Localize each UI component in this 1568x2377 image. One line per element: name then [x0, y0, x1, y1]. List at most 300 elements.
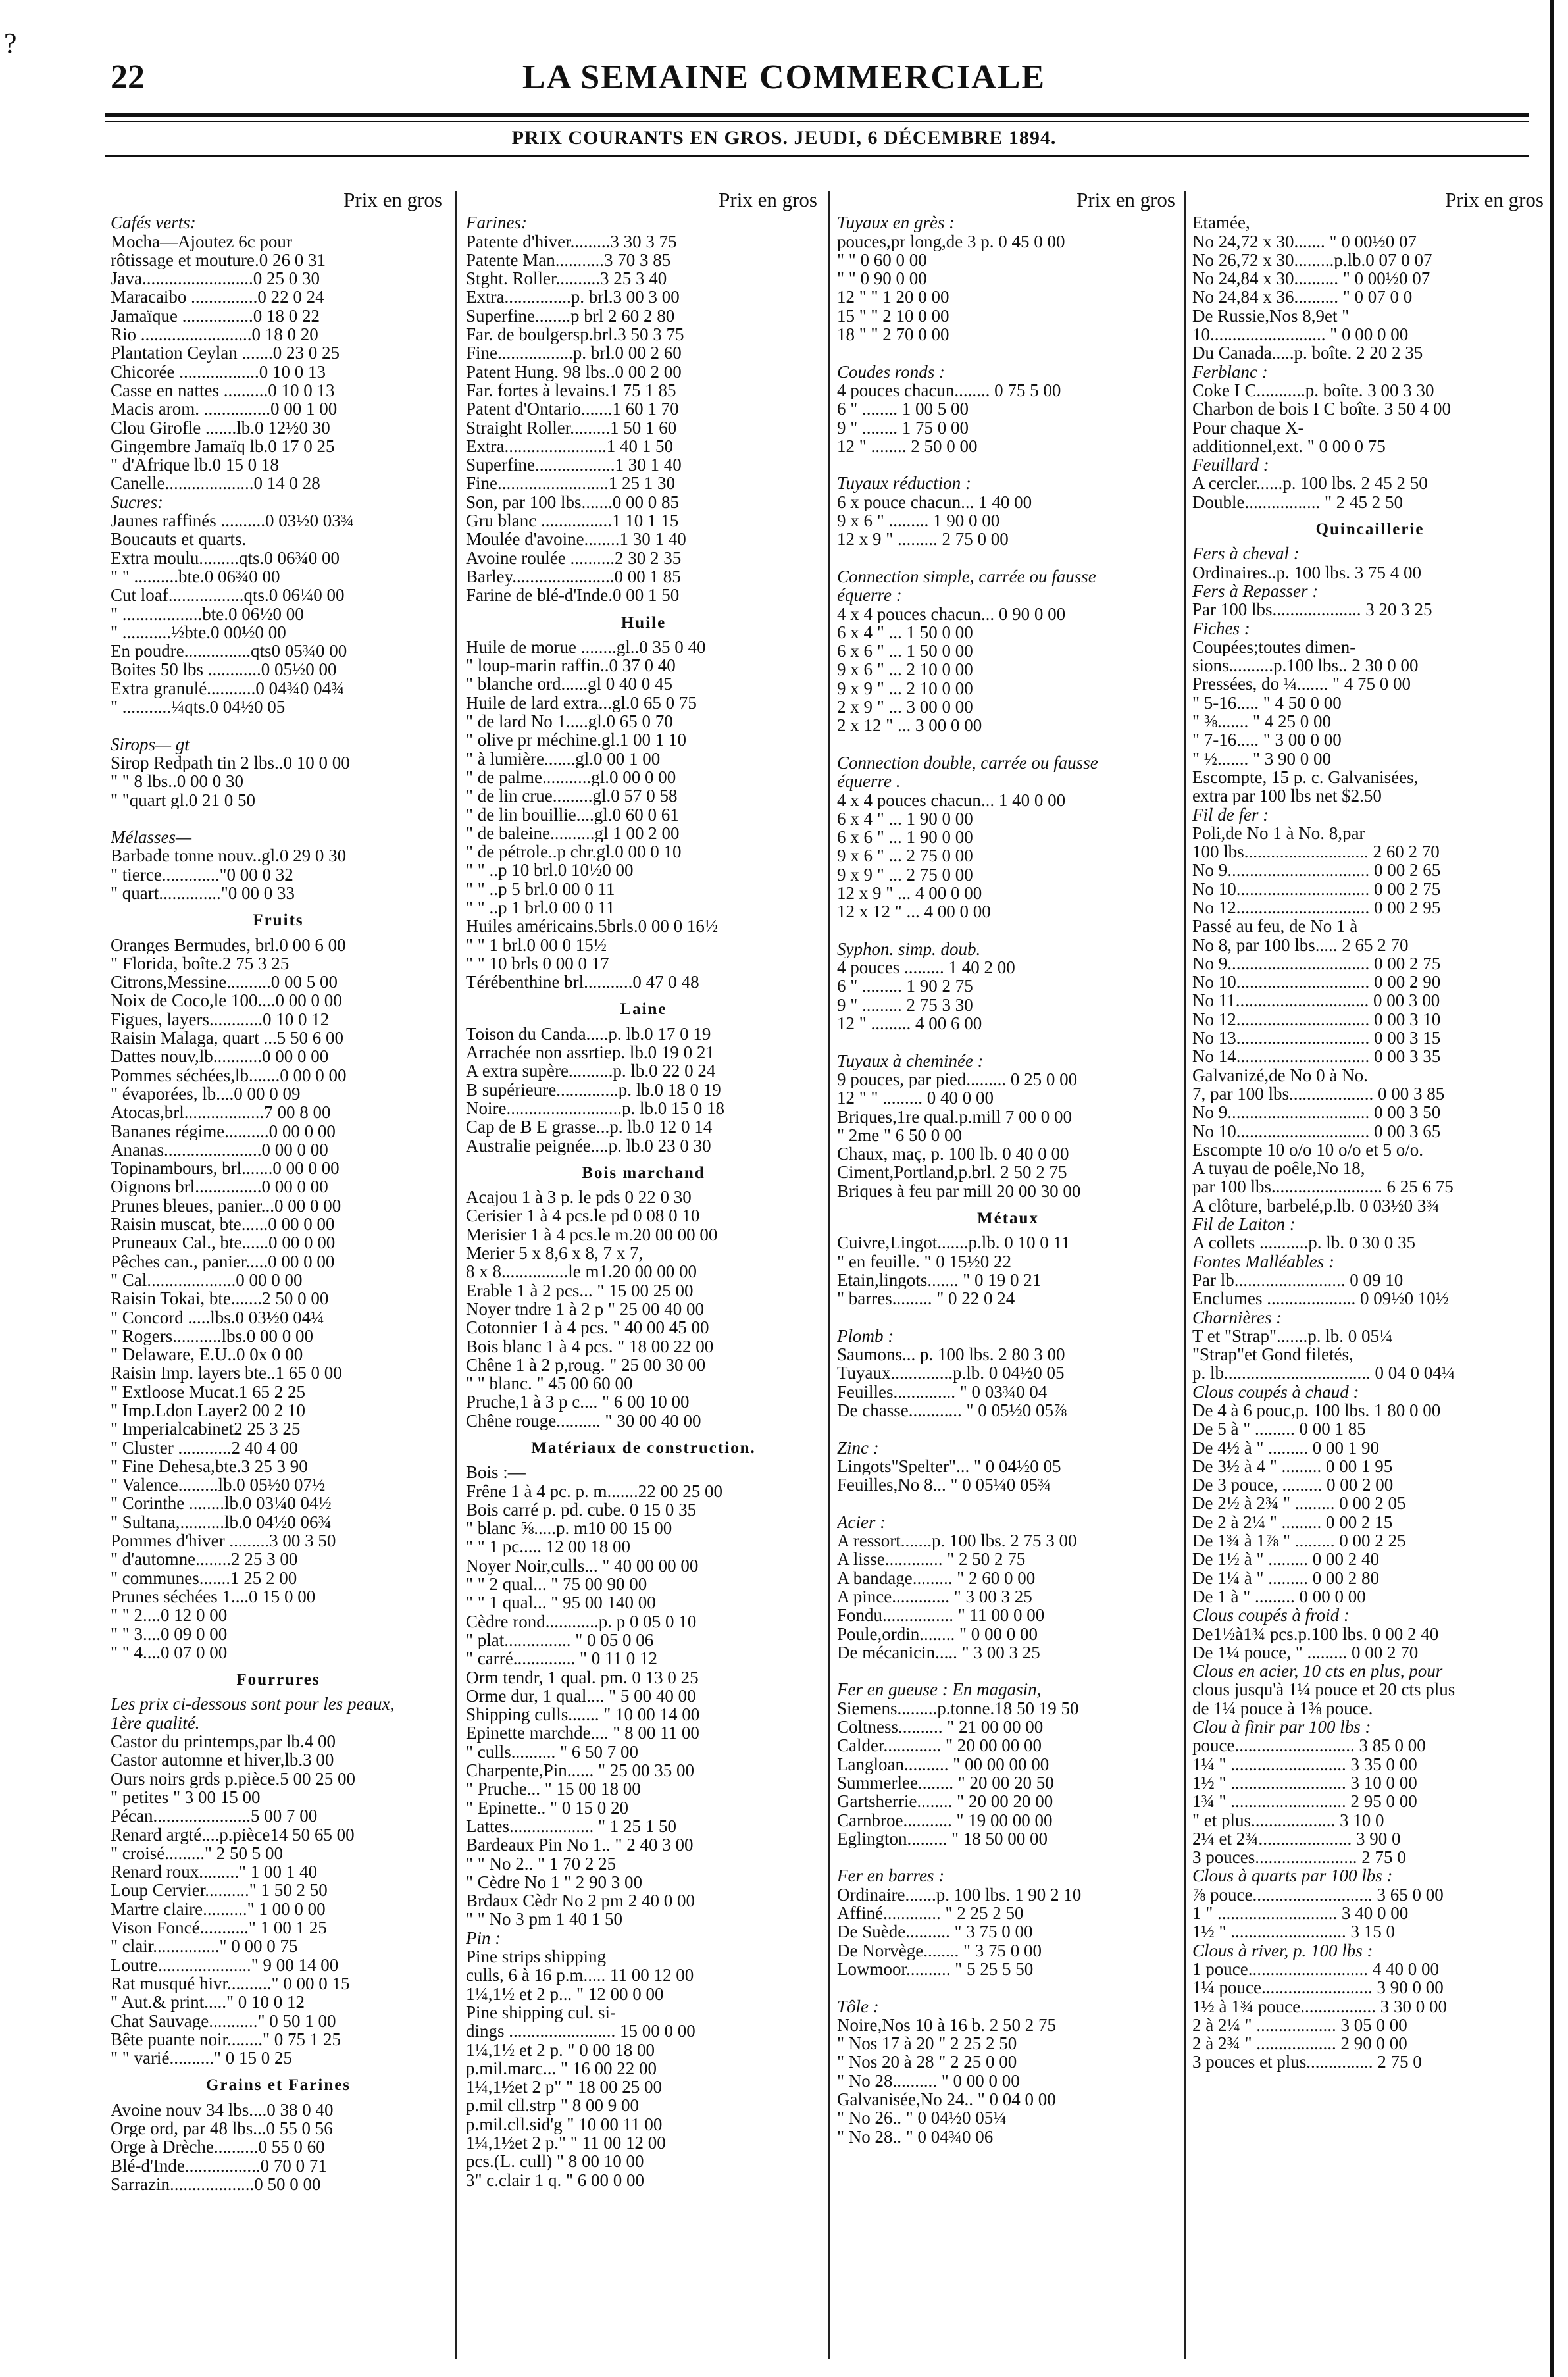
price-line: " " 0 60 0 00	[837, 250, 927, 270]
price-line: " ..................bte.0 06½0 00	[111, 604, 304, 623]
price-line: Clous à quarts par 100 lbs :	[1192, 1866, 1393, 1885]
price-line	[837, 344, 1179, 362]
price-line: Extra granulé...........0 04¾0 04¾	[111, 678, 345, 698]
price-line	[837, 921, 1179, 940]
price-line: 12 x 9 " ......... 2 75 0 00	[837, 530, 1009, 549]
price-line: " No 26.. " 0 04½0 05¼	[837, 2109, 1007, 2128]
price-line: 1ère qualité.	[111, 1713, 200, 1733]
price-line: En poudre...............qts0 05¾0 00	[111, 642, 347, 661]
price-line: Merier 5 x 8,6 x 8, 7 x 7,	[466, 1244, 644, 1263]
price-line: " de lin crue.........gl.0 57 0 58	[466, 786, 678, 805]
price-line: Térébenthine brl...........0 47 0 48	[466, 973, 699, 992]
price-line: Feuillard :	[1192, 455, 1269, 474]
price-line: Loup Cervier.........." 1 50 2 50	[111, 1881, 328, 1900]
price-line	[837, 1308, 1179, 1327]
price-line: Sarrazin...................0 50 0 00	[111, 2174, 321, 2194]
price-line: No 8, par 100 lbs..... 2 65 2 70	[1192, 935, 1409, 954]
price-line: De chasse............ " 0 05½0 05⅞	[837, 1401, 1067, 1420]
price-line: A tuyau de poêle,No 18,	[1192, 1159, 1365, 1178]
price-line: " " 1 pc..... 12 00 18 00	[466, 1537, 631, 1556]
price-line: Bête puante noir........" 0 75 1 25	[111, 2030, 341, 2049]
price-line: " ⅜....... " 4 25 0 00	[1192, 712, 1332, 731]
price-line: A bandage......... " 2 60 0 00	[837, 1568, 1036, 1587]
price-line: Jaunes raffinés ..........0 03½0 03¾	[111, 511, 354, 530]
price-line: p.mil.marc... " 16 00 22 00	[466, 2058, 657, 2078]
price-line: " " 4....0 07 0 00	[111, 1643, 228, 1662]
price-line: 9 x 6 " ... 2 75 0 00	[837, 846, 973, 865]
price-line: Macis arom. ...............0 00 1 00	[111, 399, 338, 419]
price-line: No 24,84 x 30.......... " 0 00½0 07	[1192, 269, 1430, 288]
price-line: Langloan.......... " 00 00 00 00	[837, 1754, 1050, 1774]
price-line: 6 x pouce chacun... 1 40 00	[837, 492, 1032, 512]
price-line: 12 " " ......... 0 40 0 00	[837, 1088, 994, 1108]
price-line: Escompte, 15 p. c. Galvanisées,	[1192, 767, 1419, 787]
section-heading: Quincaillerie	[1315, 521, 1425, 539]
price-line: De1½à1¾ pcs.p.100 lbs. 0 00 2 40	[1192, 1624, 1439, 1643]
price-line	[837, 1662, 1179, 1680]
price-line: Pêches can., panier.....0 00 0 00	[111, 1252, 335, 1271]
price-line: Fil de Laiton :	[1192, 1215, 1296, 1234]
price-line: Galvanisée,No 24.. " 0 04 0 00	[837, 2089, 1056, 2109]
price-line: " 5-16..... " 4 50 0 00	[1192, 693, 1342, 713]
price-line: 18 " " 2 70 0 00	[837, 325, 949, 344]
price-line: Extra moulu.........qts.0 06¾0 00	[111, 548, 340, 567]
price-line: De 2 à 2¼ " ......... 0 00 2 15	[1192, 1512, 1393, 1532]
price-line: A collets ...........p. lb. 0 30 0 35	[1192, 1233, 1415, 1252]
price-line: 3" c.clair 1 q. " 6 00 0 00	[466, 2170, 644, 2189]
price-line: " Pruche... " 15 00 18 00	[466, 1779, 641, 1799]
price-line: Java.........................0 25 0 30	[111, 269, 320, 288]
price-line: Lingots"Spelter"... " 0 04½0 05	[837, 1456, 1061, 1476]
price-line: Plomb :	[837, 1326, 894, 1346]
price-line: 6 x 6 " ... 1 90 0 00	[837, 828, 973, 847]
price-line: Coudes ronds :	[837, 362, 946, 381]
price-line: 4 x 4 pouces chacun... 1 40 0 00	[837, 790, 1066, 809]
price-line: Pruneaux Cal., bte......0 00 0 00	[111, 1233, 336, 1252]
price-line: 9 x 9 " ... 2 10 0 00	[837, 678, 973, 698]
price-line: 2 x 9 " ... 3 00 0 00	[837, 698, 973, 717]
price-line: " barres......... " 0 22 0 24	[837, 1289, 1015, 1308]
price-line: Noyer Noir,culls... " 40 00 00 00	[466, 1556, 699, 1575]
price-line: " en feuille. " 0 15½0 22	[837, 1252, 1011, 1271]
price-line: Clous à river, p. 100 lbs :	[1192, 1941, 1373, 1960]
price-line: Acajou 1 à 3 p. le pds 0 22 0 30	[466, 1188, 692, 1207]
price-line: 8 x 8...............le m1.20 00 00 00	[466, 1262, 697, 1281]
price-line: Passé au feu, de No 1 à	[1192, 917, 1358, 936]
price-line: Farine de blé-d'Inde.0 00 1 50	[466, 586, 680, 605]
price-line: " " blanc. " 45 00 60 00	[466, 1374, 633, 1393]
price-line: " " ..p 10 brl.0 10½0 00	[466, 861, 634, 880]
price-line: Erable 1 à 2 pcs... " 15 00 25 00	[466, 1281, 694, 1300]
price-line: Fondu................ " 11 00 0 00	[837, 1606, 1045, 1625]
price-line: " 2me " 6 50 0 00	[837, 1125, 963, 1145]
price-line: Frêne 1 à 4 pc. p. m.......22 00 25 00	[466, 1481, 722, 1500]
price-line: Renard roux........." 1 00 1 40	[111, 1862, 317, 1881]
price-line: Connection double, carrée ou fausse	[837, 753, 1098, 773]
price-line: équerre :	[837, 586, 902, 605]
price-line	[837, 735, 1179, 754]
price-line: No 26,72 x 30.........p.lb.0 07 0 07	[1192, 250, 1432, 270]
price-line: Coke I C...........p. boîte. 3 00 3 30	[1192, 380, 1434, 400]
price-line: No 12.............................. 0 00 3 10	[1192, 1010, 1441, 1029]
price-line: Du Canada.....p. boîte. 2 20 2 35	[1192, 344, 1423, 363]
price-line: Noire..........................p. lb.0 15 0 18	[466, 1098, 724, 1118]
price-line: Chaux, maç, p. 100 lb. 0 40 0 00	[837, 1144, 1069, 1163]
price-line: Cap de B E grasse...p. lb.0 12 0 14	[466, 1117, 713, 1137]
section-heading: Fruits	[253, 911, 304, 930]
price-line: " Imperialcabinet2 25 3 25	[111, 1419, 301, 1439]
price-line: Charnières :	[1192, 1308, 1282, 1327]
price-line	[837, 1419, 1179, 1438]
price-line: Ordinaires..p. 100 lbs. 3 75 4 00	[1192, 563, 1421, 582]
price-column-3	[837, 191, 1179, 2363]
price-line: 12 " " 1 20 0 00	[837, 288, 949, 307]
price-line: A lisse............. " 2 50 2 75	[837, 1550, 1026, 1569]
price-line: additionnel,ext. " 0 00 0 75	[1192, 436, 1386, 456]
price-line: " de baleine..........gl 1 00 2 00	[466, 823, 680, 843]
price-line: Patente d'hiver.........3 30 3 75	[466, 232, 677, 251]
price-column-4	[1192, 191, 1548, 2363]
price-line: " " 10 brls 0 00 0 17	[466, 954, 609, 973]
price-line: pouce........................... 3 85 0 00	[1192, 1736, 1426, 1755]
price-line: 2 à 2¾ " .................. 2 90 0 00	[1192, 2034, 1407, 2053]
price-line: Fiches :	[1192, 619, 1250, 638]
price-line: " loup-marin raffin..0 37 0 40	[466, 656, 676, 675]
column-heading: Prix en gros	[343, 191, 442, 211]
price-line: De 3 pouce, ......... 0 00 2 00	[1192, 1475, 1394, 1495]
price-line: Tuyaux à cheminée :	[837, 1051, 984, 1070]
section-heading: Laine	[620, 1000, 667, 1019]
price-line: " Cèdre No 1 " 2 90 3 00	[466, 1872, 643, 1892]
price-line: De Russie,Nos 8,9et "	[1192, 306, 1350, 326]
price-line: culls, 6 à 16 p.m..... 11 00 12 00	[466, 1966, 694, 1985]
price-line: A extra supère..........p. lb.0 22 0 24	[466, 1061, 716, 1081]
price-line: Gartsherrie........ " 20 00 20 00	[837, 1792, 1053, 1811]
price-line: 1¼,1½ et 2 p... " 12 00 0 00	[466, 1984, 664, 2003]
price-line: Poule,ordin........ " 0 00 0 00	[837, 1624, 1038, 1643]
price-line: " ½....... " 3 90 0 00	[1192, 749, 1332, 768]
price-line: 9 x 6 " ... 2 10 0 00	[837, 660, 973, 679]
price-line: Fers à cheval :	[1192, 544, 1300, 563]
price-line: Bois blanc 1 à 4 pcs. " 18 00 22 00	[466, 1337, 714, 1356]
price-line: De Norvège........ " 3 75 0 00	[837, 1941, 1042, 1960]
price-line: De 3½ à 4 " ......... 0 00 1 95	[1192, 1456, 1393, 1476]
price-line: de 1¼ pouce à 1⅜ pouce.	[1192, 1699, 1373, 1718]
price-line: 4 x 4 pouces chacun... 0 90 0 00	[837, 604, 1066, 623]
price-line: No 10.............................. 0 00 2 75	[1192, 879, 1441, 898]
price-line: " " 8 lbs..0 00 0 30	[111, 772, 244, 791]
price-line: Poli,de No 1 à No. 8,par	[1192, 823, 1365, 843]
price-line: Pommes séchées,lb.......0 00 0 00	[111, 1065, 347, 1085]
column-divider	[455, 191, 457, 2359]
price-line: sions..........p.100 lbs.. 2 30 0 00	[1192, 656, 1419, 675]
price-line: " Nos 17 à 20 " 2 25 2 50	[837, 2034, 1017, 2053]
price-line: " " 1 qual... " 95 00 140 00	[466, 1593, 656, 1612]
price-line: Orme dur, 1 qual.... " 5 00 40 00	[466, 1686, 696, 1706]
section-heading: Huile	[620, 613, 667, 632]
price-line: No 9................................ 0 00 2 75	[1192, 954, 1441, 973]
price-line: Raisin Imp. layers bte..1 65 0 00	[111, 1364, 342, 1383]
price-line: Siemens.........p.tonne.18 50 19 50	[837, 1699, 1079, 1718]
price-line: " " ..p 5 brl.0 00 0 11	[466, 879, 615, 898]
price-line: 7, par 100 lbs................... 0 00 3 85	[1192, 1084, 1445, 1104]
price-line: Pine shipping cul. si-	[466, 2003, 616, 2022]
price-line: Casse en nattes ..........0 10 0 13	[111, 380, 335, 400]
price-line: " plat............... " 0 05 0 06	[466, 1630, 654, 1650]
price-line: " Delaware, E.U..0 0x 0 00	[111, 1345, 303, 1364]
price-line: Epinette marchde.... " 8 00 11 00	[466, 1724, 699, 1743]
price-line: A clôture, barbelé,p.lb. 0 03½0 3¾	[1192, 1196, 1440, 1215]
page-edge-border	[1550, 0, 1554, 2377]
price-line: " Extloose Mucat.1 65 2 25	[111, 1382, 305, 1401]
price-line	[837, 1848, 1179, 1866]
price-line: " Nos 20 à 28 " 2 25 0 00	[837, 2053, 1017, 2072]
column-heading: Prix en gros	[719, 191, 817, 211]
price-line: " " ..........bte.0 06¾0 00	[111, 567, 280, 586]
price-line: 1¼ " .......................... 3 35 0 00	[1192, 1754, 1417, 1774]
price-line: Plantation Ceylan .......0 23 0 25	[111, 344, 340, 363]
price-line: " Imp.Ldon Layer2 00 2 10	[111, 1401, 305, 1420]
price-line: Clous en acier, 10 cts en plus, pour	[1192, 1662, 1443, 1681]
price-line: Charpente,Pin...... " 25 00 35 00	[466, 1761, 694, 1780]
price-line: Raisin Malaga, quart ...5 50 6 00	[111, 1029, 343, 1048]
price-line: " évaporées, lb....0 00 0 09	[111, 1084, 301, 1104]
price-line: Patent d'Ontario.......1 60 1 70	[466, 399, 679, 419]
section-heading: Bois marchand	[582, 1163, 705, 1182]
price-line: Fontes Malléables :	[1192, 1252, 1334, 1271]
price-line: Citrons,Messine..........0 00 5 00	[111, 973, 338, 992]
price-line: extra par 100 lbs net $2.50	[1192, 786, 1382, 805]
price-line: Oranges Bermudes, brl.0 00 6 00	[111, 935, 346, 954]
price-line: Noix de Coco,le 100....0 00 0 00	[111, 991, 342, 1010]
price-line: No 11.............................. 0 00 3 00	[1192, 991, 1440, 1010]
price-line: Boucauts et quarts.	[111, 530, 247, 549]
price-line: B supérieure..............p. lb.0 18 0 19	[466, 1080, 721, 1099]
price-line: Superfine........p brl 2 60 2 80	[466, 306, 675, 326]
price-line: Acier :	[837, 1512, 886, 1532]
price-line: 3 pouces et plus............... 2 75 0	[1192, 2053, 1422, 2072]
price-line	[837, 1494, 1179, 1512]
price-line: " de lard No 1.....gl.0 65 0 70	[466, 712, 673, 731]
price-line: " " No 3 pm 1 40 1 50	[466, 1910, 623, 1929]
price-line: " Fine Dehesa,bte.3 25 3 90	[111, 1456, 308, 1476]
price-line: Rio .........................0 18 0 20	[111, 325, 318, 344]
price-line: Fer en gueuse : En magasin,	[837, 1680, 1042, 1699]
price-line: " Sultana,..........lb.0 04½0 06¾	[111, 1512, 332, 1532]
price-line: De 5 à " ......... 0 00 1 85	[1192, 1419, 1366, 1439]
price-line: " petites " 3 00 15 00	[111, 1787, 261, 1807]
price-line: Vison Foncé..........." 1 00 1 25	[111, 1918, 327, 1937]
price-line: 9 x 9 " ... 2 75 0 00	[837, 865, 973, 884]
price-line: Merisier 1 à 4 pcs.le m.20 00 00 00	[466, 1225, 718, 1244]
price-line: T et "Strap".......p. lb. 0 05¼	[1192, 1326, 1393, 1346]
header-rule-thin	[105, 121, 1529, 122]
price-line: Dattes nouv,lb...........0 00 0 00	[111, 1047, 329, 1066]
price-line: 12 " ......... 4 00 6 00	[837, 1014, 982, 1033]
price-line: 1 pouce........................... 4 40 0 00	[1192, 1959, 1439, 1979]
price-line: " olive pr méchine.gl.1 00 1 10	[466, 730, 686, 750]
price-line: Chat Sauvage..........." 0 50 1 00	[111, 2011, 336, 2030]
price-line: " 7-16..... " 3 00 0 00	[1192, 730, 1342, 750]
price-line: Avoine roulée ..........2 30 2 35	[466, 548, 682, 567]
price-line: Affiné............. " 2 25 2 50	[837, 1904, 1024, 1923]
price-line: par 100 lbs......................... 6 25 6 75	[1192, 1177, 1454, 1196]
price-line: Syphon. simp. doub.	[837, 939, 981, 959]
header-rule-thick	[105, 113, 1529, 117]
price-line: No 10.............................. 0 00 2 90	[1192, 973, 1441, 992]
section-heading: Fourrures	[236, 1671, 320, 1689]
price-line: " " 3....0 09 0 00	[111, 1624, 228, 1643]
column-divider	[1184, 191, 1186, 2359]
price-line: " croisé........." 2 50 5 00	[111, 1843, 284, 1863]
price-line: Sirops— gt	[111, 734, 190, 754]
price-line: 2 x 12 " ... 3 00 0 00	[837, 716, 982, 735]
price-line: Patent Hung. 98 lbs..0 00 2 00	[466, 362, 682, 381]
price-line: Etamée,	[1192, 213, 1250, 232]
price-line: Lowmoor.......... " 5 25 5 50	[837, 1959, 1034, 1979]
price-line: " Corinthe ........lb.0 03¼0 04½	[111, 1494, 332, 1513]
price-line: Charbon de bois I C boîte. 3 50 4 00	[1192, 399, 1451, 419]
price-line: p. lb................................. 0 04 0 04¼	[1192, 1364, 1455, 1383]
price-line: Superfine..................1 30 1 40	[466, 455, 682, 474]
price-line: " No 28.. " 0 04¾0 06	[837, 2127, 994, 2146]
price-line: A pince............. " 3 00 3 25	[837, 1587, 1032, 1606]
price-line: 6 " ........ 1 00 5 00	[837, 399, 969, 419]
price-line: Briques à feu par mill 20 00 30 00	[837, 1181, 1081, 1201]
price-line: Cerisier 1 à 4 pcs.le pd 0 08 0 10	[466, 1206, 700, 1225]
price-line: 4 pouces ......... 1 40 2 00	[837, 958, 1015, 977]
price-line: De Suède.......... " 3 75 0 00	[837, 1922, 1033, 1941]
price-line: " d'automne........2 25 3 00	[111, 1550, 298, 1569]
price-line: Castor du printemps,par lb.4 00	[111, 1732, 336, 1751]
price-line: Ordinaire.......p. 100 lbs. 1 90 2 10	[837, 1885, 1082, 1904]
price-line: Jamaïque ................0 18 0 22	[111, 306, 320, 326]
price-line: Prunes bleues, panier...0 00 0 00	[111, 1196, 341, 1215]
section-heading: Matériaux de construction.	[531, 1439, 756, 1457]
price-line: 100 lbs............................ 2 60 2 70	[1192, 842, 1440, 861]
price-line: Far. de boulgersp.brl.3 50 3 75	[466, 325, 684, 344]
price-line: " tierce............."0 00 0 32	[111, 865, 293, 884]
price-line: Ours noirs grds p.pièce.5 00 25 00	[111, 1769, 355, 1788]
price-line: Brdaux Cèdr No 2 pm 2 40 0 00	[466, 1891, 695, 1910]
price-line: Maracaibo ...............0 22 0 24	[111, 288, 324, 307]
price-line: Par lb......................... 0 09 10	[1192, 1270, 1404, 1290]
price-line: " de lin bouillie....gl.0 60 0 61	[466, 805, 679, 824]
price-line: Clou à finir par 100 lbs :	[1192, 1718, 1371, 1737]
price-line: Fers à Repasser :	[1192, 581, 1319, 601]
column-divider	[828, 191, 830, 2359]
price-line: " Valence.........lb.0 05½0 07½	[111, 1475, 326, 1495]
price-line: clous jusqu'à 1¼ pouce et 20 cts plus	[1192, 1680, 1455, 1699]
price-line: No 12.............................. 0 00 2 95	[1192, 898, 1441, 917]
price-line: Tuyaux réduction :	[837, 474, 971, 493]
price-line: " " 2 qual... " 75 00 90 00	[466, 1575, 647, 1594]
price-line: Bois carré p. pd. cube. 0 15 0 35	[466, 1500, 697, 1520]
price-line: Etain,lingots....... " 0 19 0 21	[837, 1270, 1042, 1290]
price-line: 1¾ " .......................... 2 95 0 00	[1192, 1792, 1417, 1811]
price-line: p.mil cll.strp " 8 00 9 00	[466, 2096, 640, 2115]
subhead-rule	[105, 155, 1529, 157]
price-line: Stght. Roller..........3 25 3 40	[466, 269, 667, 288]
price-line: Rat musqué hivr.........." 0 00 0 15	[111, 1974, 350, 1993]
price-line: Clou Girofle .......lb.0 12½0 30	[111, 418, 330, 437]
price-line	[837, 549, 1179, 567]
price-line: " No 28.......... " 0 00 0 00	[837, 2071, 1020, 2090]
price-line: Fine.................p. brl.0 00 2 60	[466, 344, 682, 363]
price-line: Ananas......................0 00 0 00	[111, 1140, 328, 1160]
price-line: Shipping culls....... " 10 00 14 00	[466, 1705, 700, 1724]
price-line: Far. fortes à levains.1 75 1 85	[466, 380, 676, 400]
price-line: " " 1 brl.0 00 0 15½	[466, 935, 607, 954]
price-line: Fer en barres :	[837, 1866, 945, 1885]
price-line: Extra.......................1 40 1 50	[466, 436, 673, 456]
price-line: 12 x 9 " ... 4 00 0 00	[837, 883, 982, 903]
price-line: 1½ à 1¾ pouce................. 3 30 0 00	[1192, 1997, 1447, 2016]
price-line: Huile de morue ........gl..0 35 0 40	[466, 637, 706, 657]
price-line: No 9................................ 0 00 3 50	[1192, 1103, 1441, 1122]
price-list-subhead: PRIX COURANTS EN GROS. JEUDI, 6 DÉCEMBRE 1894.	[511, 127, 1057, 149]
price-line: Toison du Canda.....p. lb.0 17 0 19	[466, 1024, 711, 1044]
price-line: " de pétrole..p chr.gl.0 00 0 10	[466, 842, 682, 861]
price-line: Martre claire.........." 1 00 0 00	[111, 1899, 326, 1919]
price-line: Coupées;toutes dimen-	[1192, 637, 1356, 657]
price-line: Sucres:	[111, 492, 163, 512]
price-line: Tôle :	[837, 1997, 879, 2016]
price-line: " culls.......... " 6 50 7 00	[466, 1742, 639, 1762]
price-line: "Strap"et Gond filetés,	[1192, 1345, 1353, 1364]
price-line: De 2½ à 2¾ " ......... 0 00 2 05	[1192, 1494, 1406, 1513]
price-line: " " varié.........." 0 15 0 25	[111, 2049, 293, 2068]
price-line: " de palme...........gl.0 00 0 00	[466, 767, 676, 787]
price-line: Saumons... p. 100 lbs. 2 80 3 00	[837, 1345, 1065, 1364]
price-line: 9 pouces, par pied......... 0 25 0 00	[837, 1069, 1078, 1089]
price-line: " carré.............. " 0 11 0 12	[466, 1649, 657, 1668]
price-line: Cafés verts:	[111, 213, 196, 232]
price-line: Chicorée ..................0 10 0 13	[111, 362, 326, 381]
price-line: No 9................................ 0 00 2 65	[1192, 861, 1441, 880]
price-line: rôtissage et mouture.0 26 0 31	[111, 250, 326, 270]
price-line: De 1¾ à 1⅞ " ......... 0 00 2 25	[1192, 1531, 1406, 1550]
price-line: Huile de lard extra...gl.0 65 0 75	[466, 693, 697, 713]
price-line: De 4½ à " ......... 0 00 1 90	[1192, 1438, 1379, 1457]
price-line: De 1 à " ......... 0 00 0 00	[1192, 1587, 1366, 1606]
price-line: ⅞ pouce........................... 3 65 0 00	[1192, 1885, 1444, 1904]
price-line: Avoine nouv 34 lbs....0 38 0 40	[111, 2100, 334, 2119]
price-line: Pour chaque X-	[1192, 418, 1304, 437]
price-line: Orge à Drèche..........0 55 0 60	[111, 2137, 325, 2157]
price-line: Tuyaux..............p.lb. 0 04½0 05	[837, 1364, 1065, 1383]
page-number: 22	[111, 59, 145, 96]
price-line: p.mil.cll.sid'g " 10 00 11 00	[466, 2114, 663, 2134]
masthead: LA SEMAINE COMMERCIALE	[522, 59, 1046, 96]
price-line: No 13.............................. 0 00 3 15	[1192, 1029, 1441, 1048]
price-line: Son, par 100 lbs.......0 00 0 85	[466, 492, 679, 512]
price-line: Patente Man...........3 70 3 85	[466, 250, 671, 270]
price-line	[837, 455, 1179, 474]
price-line: " " No 2.. " 1 70 2 25	[466, 1854, 617, 1873]
price-line: 12 " ........ 2 50 0 00	[837, 436, 978, 456]
price-line: Clous coupés à froid :	[1192, 1606, 1350, 1625]
price-line: Zinc :	[837, 1438, 879, 1457]
price-line: 10.......................... " 0 00 0 00	[1192, 325, 1409, 344]
price-line: Raisin Tokai, bte.......2 50 0 00	[111, 1289, 329, 1308]
price-line: 1½ " .......................... 3 10 0 00	[1192, 1773, 1417, 1793]
price-line: Chêne 1 à 2 p,roug. " 25 00 30 00	[466, 1355, 706, 1375]
price-line: Ciment,Portland,p.brl. 2 50 2 75	[837, 1163, 1067, 1182]
price-line: No 10.............................. 0 00 3 65	[1192, 1121, 1441, 1140]
price-line: " Rogers...........lbs.0 00 0 00	[111, 1326, 314, 1346]
price-line: Blé-d'Inde.................0 70 0 71	[111, 2156, 327, 2175]
